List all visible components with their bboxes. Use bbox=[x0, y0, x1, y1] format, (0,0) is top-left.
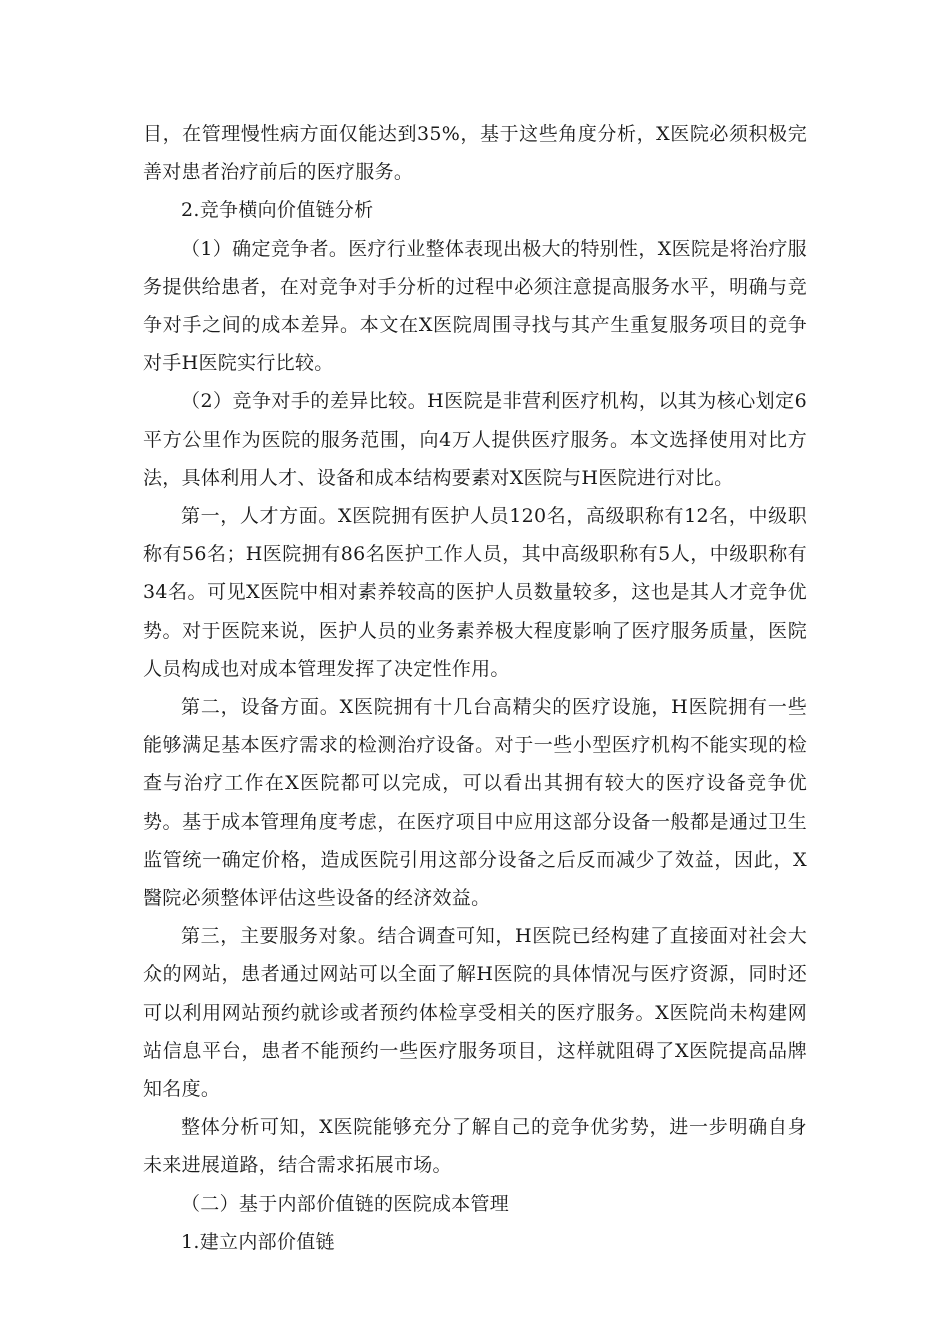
paragraph-service-targets: 第三，主要服务对象。结合调查可知，H医院已经构建了直接面对社会大众的网站，患者通过网站可以全面了解H医院的具体情况与医疗资源，同时还可以利用网站预约就诊或者预约体检享受相关的医疗服务。X医院尚未构建网站信息平台，患者不能预约一些医疗服务项目，这样就阻碍了X医院提高品牌知名度。 bbox=[143, 925, 807, 1101]
paragraph-identify-competitors: （1）确定竞争者。医疗行业整体表现出极大的特别性，X医院是将治疗服务提供给患者，在对竞争对手分析的过程中必须注意提高服务水平，明确与竞争对手之间的成本差异。本文在X医院周围寻找与其产生重复服务项目的竞争对手H医院实行比较。 bbox=[143, 237, 807, 375]
paragraph-summary: 整体分析可知，X医院能够充分了解自己的竞争优劣势，进一步明确自身未来进展道路，结合需求拓展市场。 bbox=[143, 1116, 807, 1177]
paragraph-continuation: 目，在管理慢性病方面仅能达到35%，基于这些角度分析，X医院必须积极完善对患者治疗前后的医疗服务。 bbox=[143, 123, 807, 184]
paragraph-equipment: 第二，设备方面。X医院拥有十几台高精尖的医疗设施，H医院拥有一些能够满足基本医疗需求的检测治疗设备。对于一些小型医疗机构不能实现的检查与治疗工作在X医院都可以完成，可以看出其拥有较大的医疗设备竞争优势。基于成本管理角度考虑，在医疗项目中应用这部分设备一般都是通过卫生监管统一确定价格，造成医院引用这部分设备之后反而减少了效益，因此，X醫院必须整体评估这些设备的经济效益。 bbox=[143, 696, 807, 910]
paragraph-competitor-comparison: （2）竞争对手的差异比较。H医院是非营利医疗机构，以其为核心划定6平方公里作为医院的服务范围，向4万人提供医疗服务。本文选择使用对比方法，具体利用人才、设备和成本结构要素对X医院与H医院进行对比。 bbox=[143, 390, 807, 489]
document-body bbox=[143, 115, 807, 1261]
section-heading-internal-value-chain: （二）基于内部价值链的医院成本管理 bbox=[181, 1192, 510, 1215]
subsection-heading-build-internal-chain: 1.建立内部价值链 bbox=[181, 1230, 335, 1253]
section-heading-horizontal-value-chain: 2.竞争横向价值链分析 bbox=[181, 199, 374, 222]
paragraph-talent: 第一，人才方面。X医院拥有医护人员120名，高级职称有12名，中级职称有56名；H医院拥有86名医护工作人员，其中高级职称有5人，中级职称有34名。可见X医院中相对素养较高的医护人员数量较多，这也是其人才竞争优势。对于医院来说，医护人员的业务素养极大程度影响了医疗服务质量，医院人员构成也对成本管理发挥了决定性作用。 bbox=[143, 505, 807, 680]
